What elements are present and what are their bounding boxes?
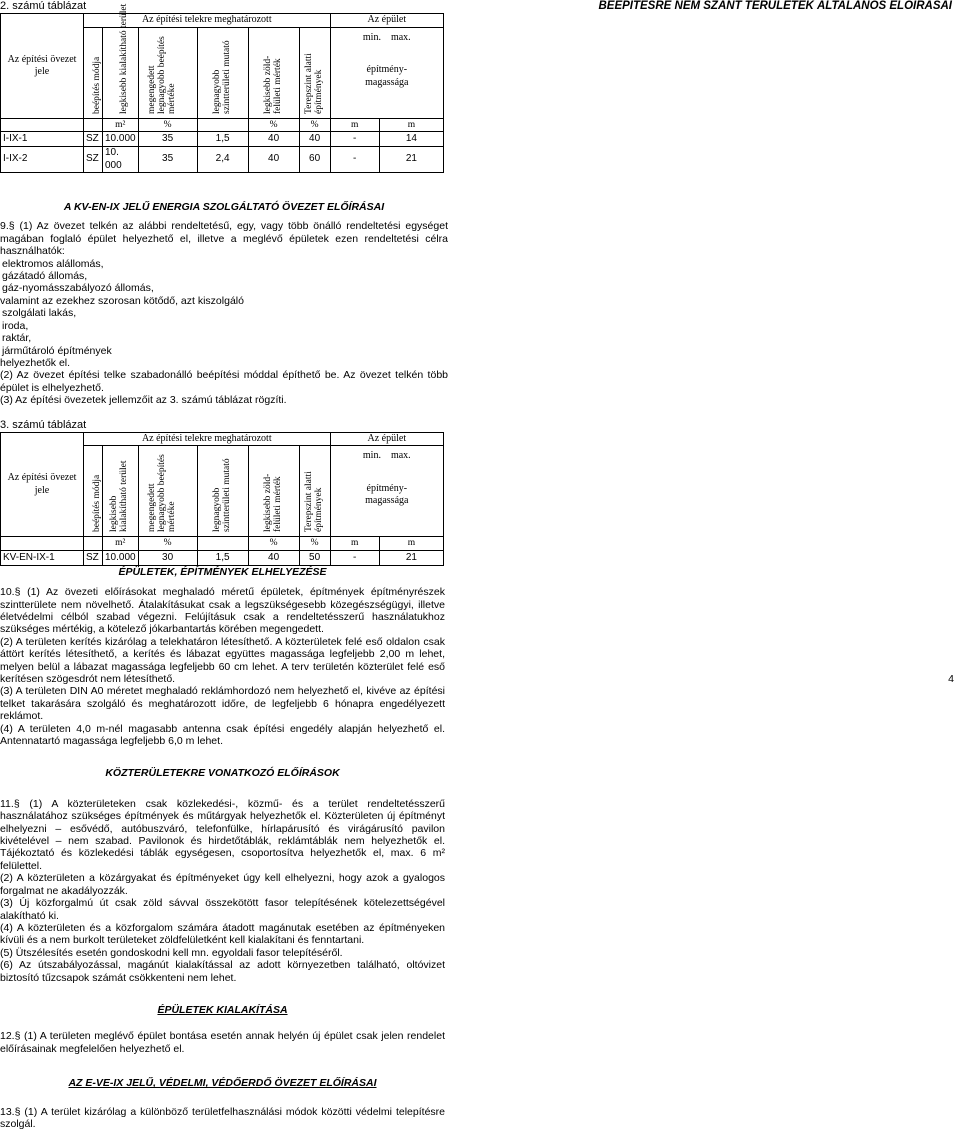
- p11-4: (4) A közterületen és a közforgalom számára átadott magánutak esetében az építményeken kívüli és a nem burkolt területeket zöldfelületként kell kialakítani és fenntartani.: [0, 921, 445, 947]
- list-item: gáz-nyomásszabályozó állomás,: [2, 282, 154, 295]
- list-item: gázátadó állomás,: [2, 270, 88, 283]
- list-item: járműtároló építmények: [2, 344, 112, 357]
- list-item: szolgálati lakás,: [2, 307, 77, 320]
- p9-1: 9.§ (1) Az övezet telkén az alábbi rendeltetésű, egy, vagy több önálló rendeltetési egységet magában foglaló épület helyezhető el, illetve a meglévő épületek ezen rendeltetési célra használhatók:: [0, 220, 448, 258]
- page-header: BEÉPÍTÉSRE NEM SZÁNT TERÜLETEK ÁLTALÁNOS ELŐÍRÁSAI: [598, 0, 952, 12]
- zone-col-header: Az építési övezet jele: [1, 14, 84, 118]
- units-row: m² % % % m m: [1, 118, 444, 131]
- section-env-title: AZ E-VE-IX JELŰ, VÉDELMI, VÉDŐERDŐ ÖVEZET ELŐÍRÁSAI: [68, 1077, 377, 1090]
- vert-header: beépítés módja: [84, 27, 103, 118]
- p10-4: (4) A területen 4,0 m-nél magasabb antenna csak építési engedély alapján helyezhető el. Antennatartó magassága legfeljebb 6,0 m lehet.: [0, 722, 445, 748]
- p10-3: (3) A területen DIN A0 méretet meghaladó reklámhordozó nem helyezhető el, kivéve az építési telket takarására szolgáló és meghatározott időre, de legfeljebb 6 hónapra engedélyezett reklámot.: [0, 685, 445, 723]
- right-column: [0, 566, 445, 1130]
- group-epulet: Az épület: [330, 14, 443, 27]
- group-telek: Az építési telekre meghatározott: [84, 432, 331, 445]
- vert-header: legkisebb kialakítható terület: [103, 27, 139, 118]
- allowed-list: [0, 258, 448, 370]
- vert-header: legkisebb zöld-felületi mérték: [248, 446, 299, 537]
- table3: [0, 432, 444, 566]
- section-public-title: KÖZTERÜLETEKRE VONATKOZÓ ELŐÍRÁSOK: [105, 767, 340, 780]
- p10-1: 10.§ (1) Az övezeti előírásokat meghaladó méretű épületek, építmények építményrészek szintterülete nem növelhető. Átalakításukat csak a legszükségesebb közegészségügyi, illetve életvédelmi célból szabad végezni. Felújításuk csak a rendeltetésszerű használatukhoz szükséges mértékig, a kötelező jókarbantartás körében megengedett.: [0, 586, 445, 636]
- p9-2: (2) Az övezet építési telke szabadonálló beépítési móddal építhető be. Az övezet telkén több épület is elhelyezhető.: [0, 369, 448, 394]
- list-item: iroda,: [2, 319, 29, 332]
- p11-2: (2) A közterületen a közárgyakat és építményeket úgy kell elhelyezni, hogy azok a gyalogos forgalmat ne akadályozzák.: [0, 872, 445, 897]
- left-column: [0, 0, 448, 566]
- vert-header: megengedett legnagyobb beépítés mértéke: [138, 446, 197, 537]
- vert-header: legkisebb kialakítható terület: [103, 446, 139, 537]
- page-number: 4: [948, 672, 954, 685]
- table-row: I-IX-1 SZ 10.000 35 1,5 40 40 - 14: [1, 132, 444, 147]
- vert-header: Terepszint alatti építmények: [299, 27, 330, 118]
- section-buildings-title: ÉPÜLETEK, ÉPÍTMÉNYEK ELHELYEZÉSE: [118, 565, 327, 578]
- units-row: m² % % % m m: [1, 537, 444, 550]
- p11-5: (5) Ütszélesítés esetén gondoskodni kell mn. egyoldali fasor telepítéséről.: [0, 946, 343, 959]
- vert-header: beépítés módja: [84, 446, 103, 537]
- list-item: raktár,: [2, 332, 32, 345]
- table-row: KV-EN-IX-1 SZ 10.000 30 1,5 40 50 - 21: [1, 550, 444, 565]
- group-telek: Az építési telekre meghatározott: [84, 14, 331, 27]
- p9-3: (3) Az építési övezetek jellemzőit az 3. számú táblázat rögzíti.: [0, 394, 287, 407]
- p13: 13.§ (1) A terület kizárólag a különböző területfelhasználási módok közötti védelmi telepítésre szolgál.: [0, 1105, 445, 1130]
- p10-2: (2) A területen kerítés kizárólag a telekhatáron létesíthető. A közterületek felé eső oldalon csak áttört kerítés létesíthető, a kerítés és lábazat együttes magassága legfeljebb 2,00 m lehet, melyen belül a lábazat magassága legfeljebb 60 cm lehet. A terv területén közterület felé eső kerítésen szögesdrót nem létesíthető.: [0, 635, 445, 685]
- vert-header: megengedett legnagyobb beépítés mértéke: [138, 27, 197, 118]
- group-epulet: Az épület: [330, 432, 443, 445]
- table-row: I-IX-2 SZ 10. 000 35 2,4 40 60 - 21: [1, 147, 444, 173]
- vert-header: legkisebb zöld-felületi mérték: [248, 27, 299, 118]
- section-energy-title: A KV-EN-IX JELŰ ENERGIA SZOLGÁLTATÓ ÖVEZET ELŐÍRÁSAI: [63, 201, 385, 214]
- p12: 12.§ (1) A területen meglévő épület bontása esetén annak helyén új épület csak jelen rendelet előírásainak megfelelően helyezhető el.: [0, 1030, 445, 1055]
- list-item: helyezhetők el.: [0, 356, 71, 369]
- height-header: min. max. építmény-magassága: [330, 27, 443, 118]
- list-item: valamint az ezekhez szorosan kötődő, azt kiszolgáló: [0, 294, 244, 307]
- vert-header: legnagyobb szintterületi mutató: [197, 27, 248, 118]
- section-formation-title: ÉPÜLETEK KIALAKÍTÁSA: [157, 1003, 288, 1016]
- list-item: elektromos alállomás,: [2, 257, 104, 270]
- p11-3: (3) Új közforgalmú út csak zöld sávval összekötött fasor telepítésének kötelezettségével alakítható ki.: [0, 897, 445, 922]
- height-header: min. max. építmény-magassága: [330, 446, 443, 537]
- zone-col-header: Az építési övezet jele: [1, 432, 84, 536]
- table2-caption: 2. számú táblázat: [0, 0, 87, 12]
- p11-1: 11.§ (1) A közterületeken csak közlekedési-, közmű- és a terület rendeltetésszerű használatához szükséges építmények és műtárgyak helyezhetők el. Közterületen új építményt elhelyezni – esővédő, autóbuszváró, telefonfülke, hírlapárusító és virágárusító pavilon kivételével – nem szabad. Pavilonok és hirdetőtáblák, reklámtáblák nem helyezhetők el. Tájékoztató és közlekedési táblák egységesen, csoportosítva helyezhetők el, max. 6 m² felülettel.: [0, 797, 445, 872]
- vert-header: Terepszint alatti építmények: [299, 446, 330, 537]
- table3-caption: 3. számú táblázat: [0, 418, 87, 431]
- vert-header: legnagyobb szintterületi mutató: [197, 446, 248, 537]
- p11-6: (6) Az útszabályozással, magánút kialakítással az adott környezetben található, oltóvizet biztosító tűzcsapok számát csökkenteni nem lehet.: [0, 959, 445, 984]
